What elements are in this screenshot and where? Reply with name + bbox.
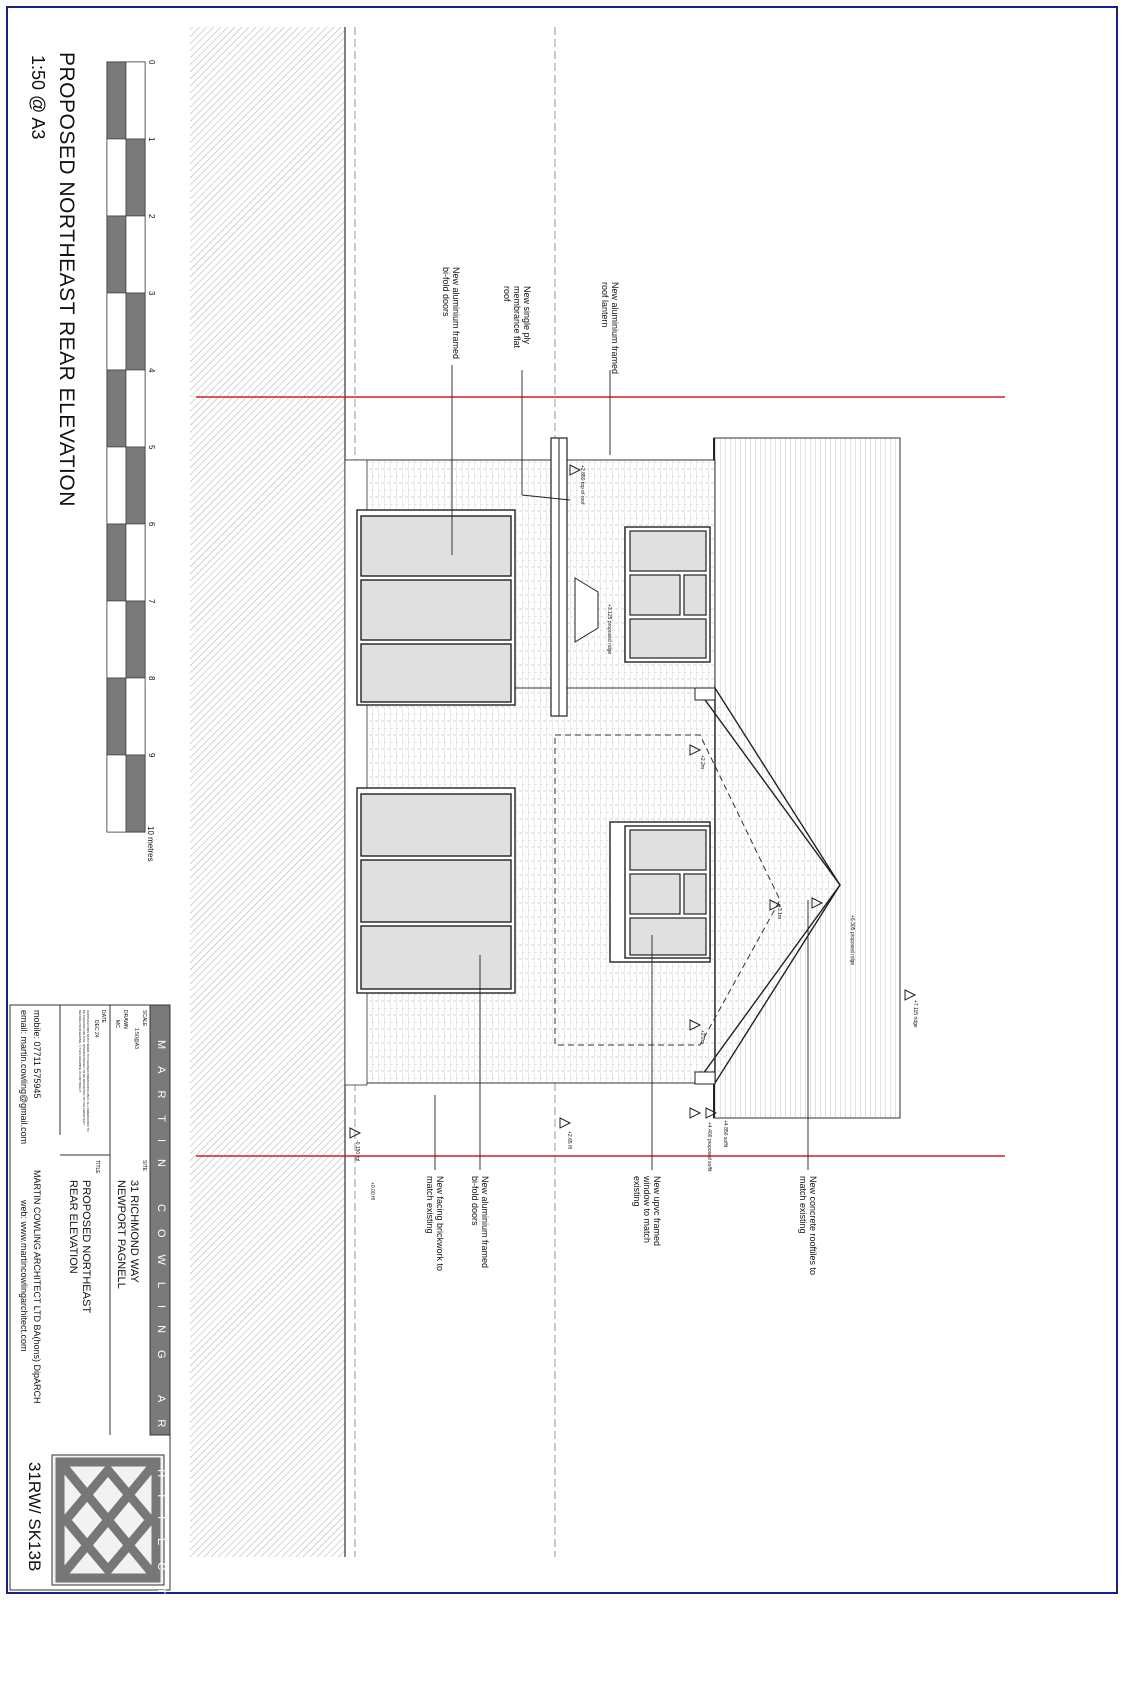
scale-segment-right: [126, 293, 145, 370]
bifold-doors-top: [357, 510, 515, 705]
level-ffl-b: -0.150 fgl: [354, 1140, 360, 1161]
tb-title-label: TITLE: [94, 1160, 100, 1174]
scale-segment-left: [107, 216, 126, 293]
scale-tick-label: 8: [147, 676, 156, 681]
tb-site-line2: NEWPORT PAGNELL: [115, 1180, 127, 1289]
tb-title-line1: PROPOSED NORTHEAST: [80, 1180, 92, 1314]
scale-segment-right: [126, 755, 145, 832]
scale-segment-left: [107, 139, 126, 216]
tb-email: email: martin.cowling@gmail.com: [19, 1010, 29, 1145]
tb-scale-label: SCALE: [141, 1010, 147, 1027]
scale-segment-left: [107, 601, 126, 678]
scale-segment-left: [107, 447, 126, 524]
scale-segment-right: [126, 216, 145, 293]
tb-site-label: SITE: [141, 1160, 147, 1172]
scale-tick-label: 9: [147, 753, 156, 758]
tb-drawn-label: DRAWN: [122, 1010, 128, 1029]
scale-tick-label: 2: [147, 214, 156, 219]
scale-segment-right: [126, 447, 145, 524]
scale-tick-label: 1: [147, 137, 156, 142]
level-proposed-ridge-small: +3.125 proposed ridge: [606, 604, 612, 655]
scale-segment-left: [107, 678, 126, 755]
note-upvc-window: New upvc framed window to match existing: [632, 1176, 662, 1247]
scale-tick-label: 3: [147, 291, 156, 296]
tb-footer2: web: www.martincowlingarchitect.com: [19, 1200, 29, 1352]
scale-note: 1:50 @ A3: [28, 55, 48, 140]
scale-tick-label: 5: [147, 445, 156, 450]
drawing-number: 31RW/ SK13B: [25, 1462, 44, 1572]
tb-date-value: DEC 24: [93, 1020, 99, 1038]
scale-segment-left: [107, 293, 126, 370]
level-c: +3.1m: [776, 905, 782, 920]
level-proposed-soffit: +4.400 proposed soffit: [706, 1122, 712, 1172]
scale-tick-label: 0: [147, 60, 156, 65]
scale-segment-right: [126, 524, 145, 601]
scale-bar: [107, 60, 156, 832]
extension-window: [625, 527, 710, 662]
tb-company: MARTIN COWLING ARCHITECT LTD: [155, 1040, 167, 1702]
tb-footer1: MARTIN COWLING ARCHITECT LTD BA(hons) DipARCH: [32, 1170, 42, 1404]
scale-segment-right: [126, 62, 145, 139]
level-ffl-a: +2.65 ffl: [566, 1131, 572, 1149]
tb-date-label: DATE: [100, 1010, 106, 1023]
level-proposed-ridge: +6.305 proposed ridge: [849, 915, 855, 966]
scale-tick-label: 7: [147, 599, 156, 604]
scale-segment-right: [126, 370, 145, 447]
note-bifold-bottom: New aluminium framed bi-fold doors: [470, 1176, 490, 1269]
tb-title-line2: REAR ELEVATION: [67, 1180, 79, 1274]
note-lantern: New aluminium framed roof lantern: [600, 282, 620, 375]
tb-scale-value: 1:50@A3: [133, 1028, 139, 1049]
level-a: +2.2m: [699, 755, 705, 770]
ground-hatch: [190, 27, 345, 1557]
scale-segment-right: [126, 139, 145, 216]
scale-segment-left: [107, 370, 126, 447]
tb-drawn-value: MC: [114, 1020, 120, 1028]
scale-segment-left: [107, 62, 126, 139]
level-soffit: +4.850 soffit: [722, 1120, 728, 1148]
scale-tick-label: 4: [147, 368, 156, 373]
tb-mobile: mobile: 07711 575945: [32, 1010, 42, 1099]
tb-site-line1: 31 RICHMOND WAY: [128, 1180, 140, 1283]
level-b: +2.2m: [699, 1030, 705, 1045]
scale-segment-left: [107, 524, 126, 601]
level-existing-ridge: +7.115 ridge: [912, 1000, 918, 1028]
scale-segment-left: [107, 755, 126, 832]
scale-segment-right: [126, 678, 145, 755]
tb-copyright: CONTRACTORS MUST WORK TO FIGURED DIMENSIONS ONLY. ALL DIMENSIONS TO BE CHECKED ON SITE. DISCREPANCIES TO BE REPORTED TO THE ARCHITECT BEFORE PROCEEDING. © THIS DRAWING IS COPYRIGHT: [78, 1010, 90, 1132]
level-ffl-c: +0.00 ffl: [369, 1182, 375, 1200]
note-brickwork: New facing brickwork to match existing: [425, 1176, 445, 1272]
sheet-title: PROPOSED NORTHEAST REAR ELEVATION: [55, 52, 78, 507]
bifold-doors-bottom: [357, 788, 515, 993]
note-bifold-top: New aluminium framed bi-fold doors: [441, 267, 461, 360]
note-roof-tiles: New concrete rooftiles to match existing: [798, 1176, 818, 1276]
scale-bar-end-label: 10 metres: [146, 826, 155, 862]
note-flat-roof: New single ply membrance flat roof: [502, 286, 532, 349]
scale-segment-right: [126, 601, 145, 678]
upvc-window: [610, 822, 710, 962]
level-top-of-roof: +2.850 top of roof: [579, 465, 585, 505]
scale-tick-label: 6: [147, 522, 156, 527]
